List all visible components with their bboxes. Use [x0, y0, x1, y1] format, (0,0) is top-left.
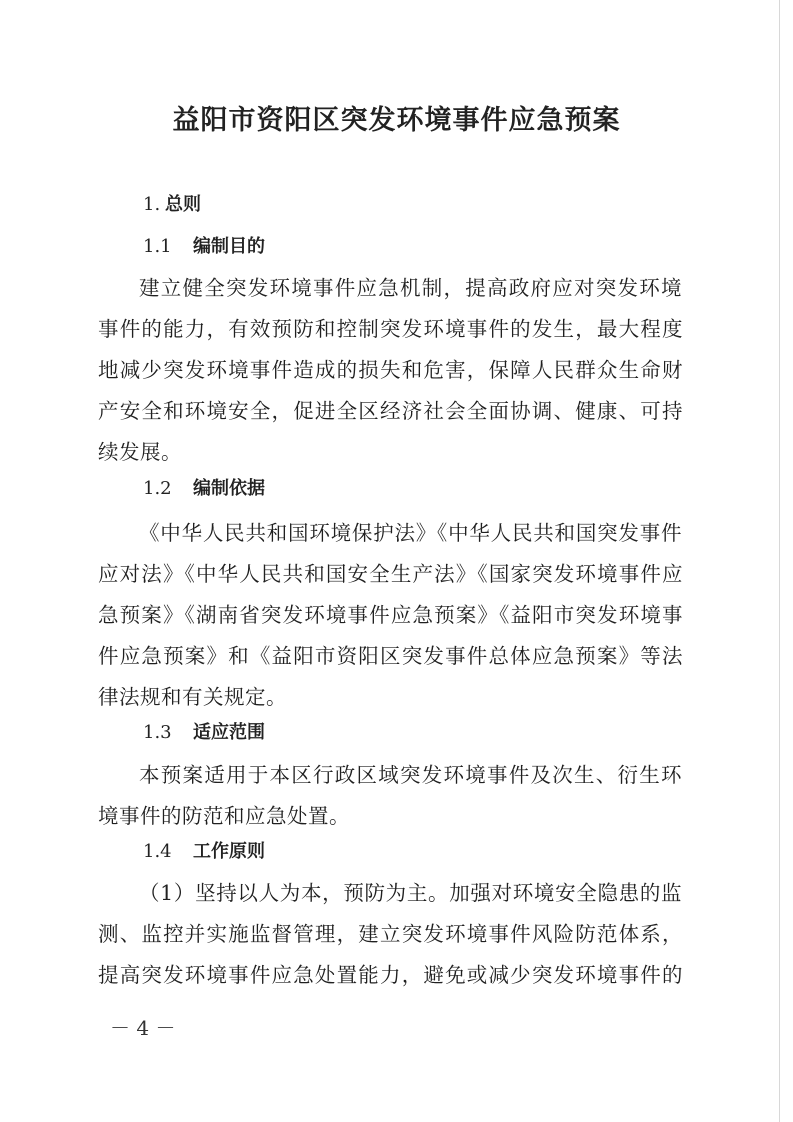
- section-heading-1-4: [143, 837, 265, 863]
- paragraph-line: 事件的能力，有效预防和控制突发环境事件的发生，最大程度: [98, 317, 683, 341]
- section-number: 1.2: [143, 478, 172, 499]
- section-number: 1.4: [143, 841, 172, 862]
- paragraph-line: 产安全和环境安全，促进全区经济社会全面协调、健康、可持: [98, 399, 683, 423]
- paragraph-line: 件应急预案》和《益阳市资阳区突发事件总体应急预案》等法: [98, 644, 683, 668]
- section-title: 编制目的: [193, 236, 265, 257]
- paragraph-line: （1）坚持以人为本，预防为主。加强对环境安全隐患的监: [139, 881, 682, 905]
- section-number: 1.1: [143, 236, 172, 257]
- section-title: 工作原则: [193, 841, 265, 862]
- paragraph-line: 本预案适用于本区行政区域突发环境事件及次生、衍生环: [139, 763, 682, 787]
- paragraph-line: 律法规和有关规定。: [98, 685, 287, 709]
- scan-edge-line: [779, 0, 780, 1122]
- paragraph-line: 应对法》《中华人民共和国安全生产法》《国家突发环境事件应: [98, 562, 683, 586]
- section-number: 1.3: [143, 722, 172, 743]
- section-title: 总则: [165, 194, 201, 215]
- paragraph-line: 境事件的防范和应急处置。: [98, 804, 350, 828]
- paragraph-line: 地减少突发环境事件造成的损失和危害，保障人民群众生命财: [98, 358, 683, 382]
- section-heading-1: [143, 190, 201, 216]
- section-number: 1.: [143, 194, 161, 215]
- paragraph-line: 续发展。: [98, 440, 182, 464]
- section-title: 编制依据: [193, 478, 265, 499]
- section-heading-1-3: [143, 718, 265, 744]
- section-heading-1-1: [143, 232, 265, 258]
- paragraph-line: 建立健全突发环境事件应急机制，提高政府应对突发环境: [139, 276, 682, 300]
- document-title: 益阳市资阳区突发环境事件应急预案: [172, 105, 621, 136]
- paragraph-line: 《中华人民共和国环境保护法》《中华人民共和国突发事件: [139, 521, 682, 545]
- paragraph-line: 测、监控并实施监督管理，建立突发环境事件风险防范体系，: [98, 922, 683, 946]
- paragraph-line: 提高突发环境事件应急处置能力，避免或减少突发环境事件的: [98, 963, 683, 987]
- paragraph-line: 急预案》《湖南省突发环境事件应急预案》《益阳市突发环境事: [98, 603, 683, 627]
- section-heading-1-2: [143, 474, 265, 500]
- section-title: 适应范围: [193, 722, 265, 743]
- page-number: － 4 －: [110, 1016, 176, 1040]
